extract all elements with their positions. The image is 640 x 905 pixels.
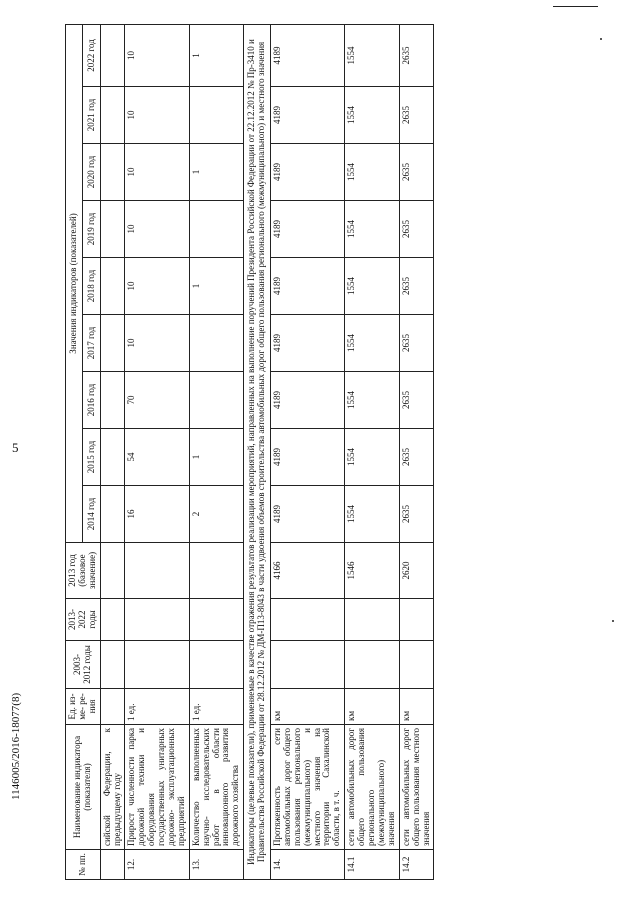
row-year-value: 2 bbox=[189, 486, 243, 543]
row-year-value: 1554 bbox=[345, 315, 399, 372]
row-year-value: 2635 bbox=[399, 429, 434, 486]
row-number: 12. bbox=[125, 850, 189, 880]
row-year-value: 1 bbox=[189, 429, 243, 486]
row-year-value: 10 bbox=[125, 144, 189, 201]
row-2013-2022 bbox=[271, 599, 345, 641]
row-year-value: 1554 bbox=[345, 486, 399, 543]
row-year-value bbox=[100, 486, 125, 543]
row-base-value: 1546 bbox=[345, 543, 399, 599]
row-year-value bbox=[100, 258, 125, 315]
header-year: 2014 год bbox=[83, 486, 100, 543]
header-values-group: Значения индикаторов (показателей) bbox=[66, 24, 83, 542]
row-year-value bbox=[189, 315, 243, 372]
row-year-value bbox=[100, 144, 125, 201]
table-row bbox=[189, 24, 243, 879]
row-year-value: 1 bbox=[189, 24, 243, 86]
table-row bbox=[399, 24, 434, 879]
row-year-value: 70 bbox=[125, 372, 189, 429]
row-unit bbox=[100, 689, 125, 725]
row-2013-2022 bbox=[399, 599, 434, 641]
row-base-value bbox=[189, 543, 243, 599]
header-unit: Ед. из- ме- ре- ния bbox=[66, 689, 101, 725]
header-year: 2018 год bbox=[83, 258, 100, 315]
row-year-value: 10 bbox=[125, 258, 189, 315]
table-row bbox=[271, 24, 345, 879]
row-year-value: 1554 bbox=[345, 144, 399, 201]
row-year-value: 10 bbox=[125, 87, 189, 144]
row-unit: км bbox=[271, 689, 345, 725]
row-2003-2012 bbox=[125, 641, 189, 689]
row-unit: 1 ед. bbox=[125, 689, 189, 725]
header-name: Наименование индикатора (показателя) bbox=[66, 725, 101, 850]
row-year-value bbox=[189, 372, 243, 429]
row-indicator-name: Количество выполненных научно- исследовательских работ в области инновационного развития дорожного хозяйства bbox=[189, 725, 243, 850]
row-year-value bbox=[100, 372, 125, 429]
row-year-value: 4189 bbox=[271, 87, 345, 144]
row-unit: 1 ед. bbox=[189, 689, 243, 725]
row-year-value: 2635 bbox=[399, 486, 434, 543]
row-unit: км bbox=[399, 689, 434, 725]
row-year-value: 4189 bbox=[271, 372, 345, 429]
row-year-value: 1554 bbox=[345, 201, 399, 258]
row-year-value: 2635 bbox=[399, 87, 434, 144]
row-year-value bbox=[189, 87, 243, 144]
row-number: 14. bbox=[271, 850, 345, 880]
header-year: 2016 год bbox=[83, 372, 100, 429]
row-year-value bbox=[100, 24, 125, 86]
row-year-value: 4189 bbox=[271, 144, 345, 201]
row-indicator-name: сети автомобильных дорог общего пользования регионального (межмуниципального) значения bbox=[345, 725, 399, 850]
row-2003-2012 bbox=[345, 641, 399, 689]
row-year-value: 4189 bbox=[271, 201, 345, 258]
row-year-value bbox=[189, 201, 243, 258]
indicators-table bbox=[65, 24, 434, 880]
row-indicator-name: сийской Федерации, к предыдущему году bbox=[100, 725, 125, 850]
row-year-value: 10 bbox=[125, 24, 189, 86]
scan-line-mark bbox=[553, 6, 598, 7]
scan-dot bbox=[612, 620, 614, 622]
rotated-table-wrapper bbox=[65, 25, 605, 880]
row-indicator-name: сети автомобильных дорог общего пользования местного значения bbox=[399, 725, 434, 850]
row-year-value: 1554 bbox=[345, 429, 399, 486]
row-indicator-name: Протяженность сети автомобильных дорог общего пользования регионального (межмуниципального) и местного значения на территории Сахалинской области, в т. ч. bbox=[271, 725, 345, 850]
row-year-value: 10 bbox=[125, 315, 189, 372]
row-base-value: 2620 bbox=[399, 543, 434, 599]
row-year-value: 4189 bbox=[271, 258, 345, 315]
header-year: 2017 год bbox=[83, 315, 100, 372]
header-num: № пп. bbox=[66, 850, 101, 880]
row-year-value: 1 bbox=[189, 144, 243, 201]
row-year-value: 1554 bbox=[345, 372, 399, 429]
rotated-table-container bbox=[65, 25, 605, 880]
row-number: 14.1 bbox=[345, 850, 399, 880]
row-number: 13. bbox=[189, 850, 243, 880]
document-number: 1146005/2016-18077(8) bbox=[10, 692, 22, 800]
table-row bbox=[125, 24, 189, 879]
header-2013-2022: 2013- 2022 годы bbox=[66, 599, 101, 641]
page-number: 5 bbox=[12, 440, 19, 455]
header-year: 2019 год bbox=[83, 201, 100, 258]
section-row bbox=[244, 24, 271, 879]
row-year-value: 4189 bbox=[271, 429, 345, 486]
row-year-value: 16 bbox=[125, 486, 189, 543]
row-base-value bbox=[125, 543, 189, 599]
row-2003-2012 bbox=[271, 641, 345, 689]
row-year-value: 1554 bbox=[345, 24, 399, 86]
row-year-value: 2635 bbox=[399, 144, 434, 201]
section-description: Индикаторы (целевые показатели), применяемые в качестве отражения результатов реализации мероприятий, направленных на выполнение поручений Президента Российской Федерации от 22.12.2012 № Пр-3410 и Правительства Российской Федерации от 28.12.2012 № ДМ-П13-8043 в части удвоения объемов строительства автомобильных дорог общего пользования регионального (межмуниципального) и местного значения bbox=[244, 24, 271, 879]
row-year-value: 1554 bbox=[345, 258, 399, 315]
row-year-value: 2635 bbox=[399, 201, 434, 258]
row-year-value bbox=[100, 87, 125, 144]
row-2013-2022 bbox=[100, 599, 125, 641]
row-2003-2012 bbox=[189, 641, 243, 689]
row-number: 14.2 bbox=[399, 850, 434, 880]
row-year-value: 10 bbox=[125, 201, 189, 258]
header-year: 2020 год bbox=[83, 144, 100, 201]
header-2003-2012: 2003- 2012 годы bbox=[66, 641, 101, 689]
row-year-value: 2635 bbox=[399, 24, 434, 86]
row-2013-2022 bbox=[189, 599, 243, 641]
row-year-value: 4189 bbox=[271, 24, 345, 86]
row-year-value: 1 bbox=[189, 258, 243, 315]
row-year-value: 4189 bbox=[271, 486, 345, 543]
row-2013-2022 bbox=[345, 599, 399, 641]
row-year-value: 2635 bbox=[399, 372, 434, 429]
row-indicator-name: Прирост численности парка дорожной техники и оборудования государственных унитарных дорожно- эксплуатационных предприятий bbox=[125, 725, 189, 850]
row-year-value: 2635 bbox=[399, 315, 434, 372]
row-unit: км bbox=[345, 689, 399, 725]
row-year-value: 1554 bbox=[345, 87, 399, 144]
table-row bbox=[100, 24, 125, 879]
header-year: 2022 год bbox=[83, 24, 100, 86]
header-base-year: 2013 год (базовое значение) bbox=[66, 543, 101, 599]
row-base-value: 4166 bbox=[271, 543, 345, 599]
row-year-value bbox=[100, 429, 125, 486]
header-year: 2015 год bbox=[83, 429, 100, 486]
row-year-value bbox=[100, 201, 125, 258]
row-year-value: 54 bbox=[125, 429, 189, 486]
header-year: 2021 год bbox=[83, 87, 100, 144]
row-2003-2012 bbox=[399, 641, 434, 689]
row-year-value: 4189 bbox=[271, 315, 345, 372]
row-base-value bbox=[100, 543, 125, 599]
row-year-value bbox=[100, 315, 125, 372]
row-year-value: 2635 bbox=[399, 258, 434, 315]
row-2013-2022 bbox=[125, 599, 189, 641]
row-2003-2012 bbox=[100, 641, 125, 689]
table-row bbox=[345, 24, 399, 879]
row-number bbox=[100, 850, 125, 880]
